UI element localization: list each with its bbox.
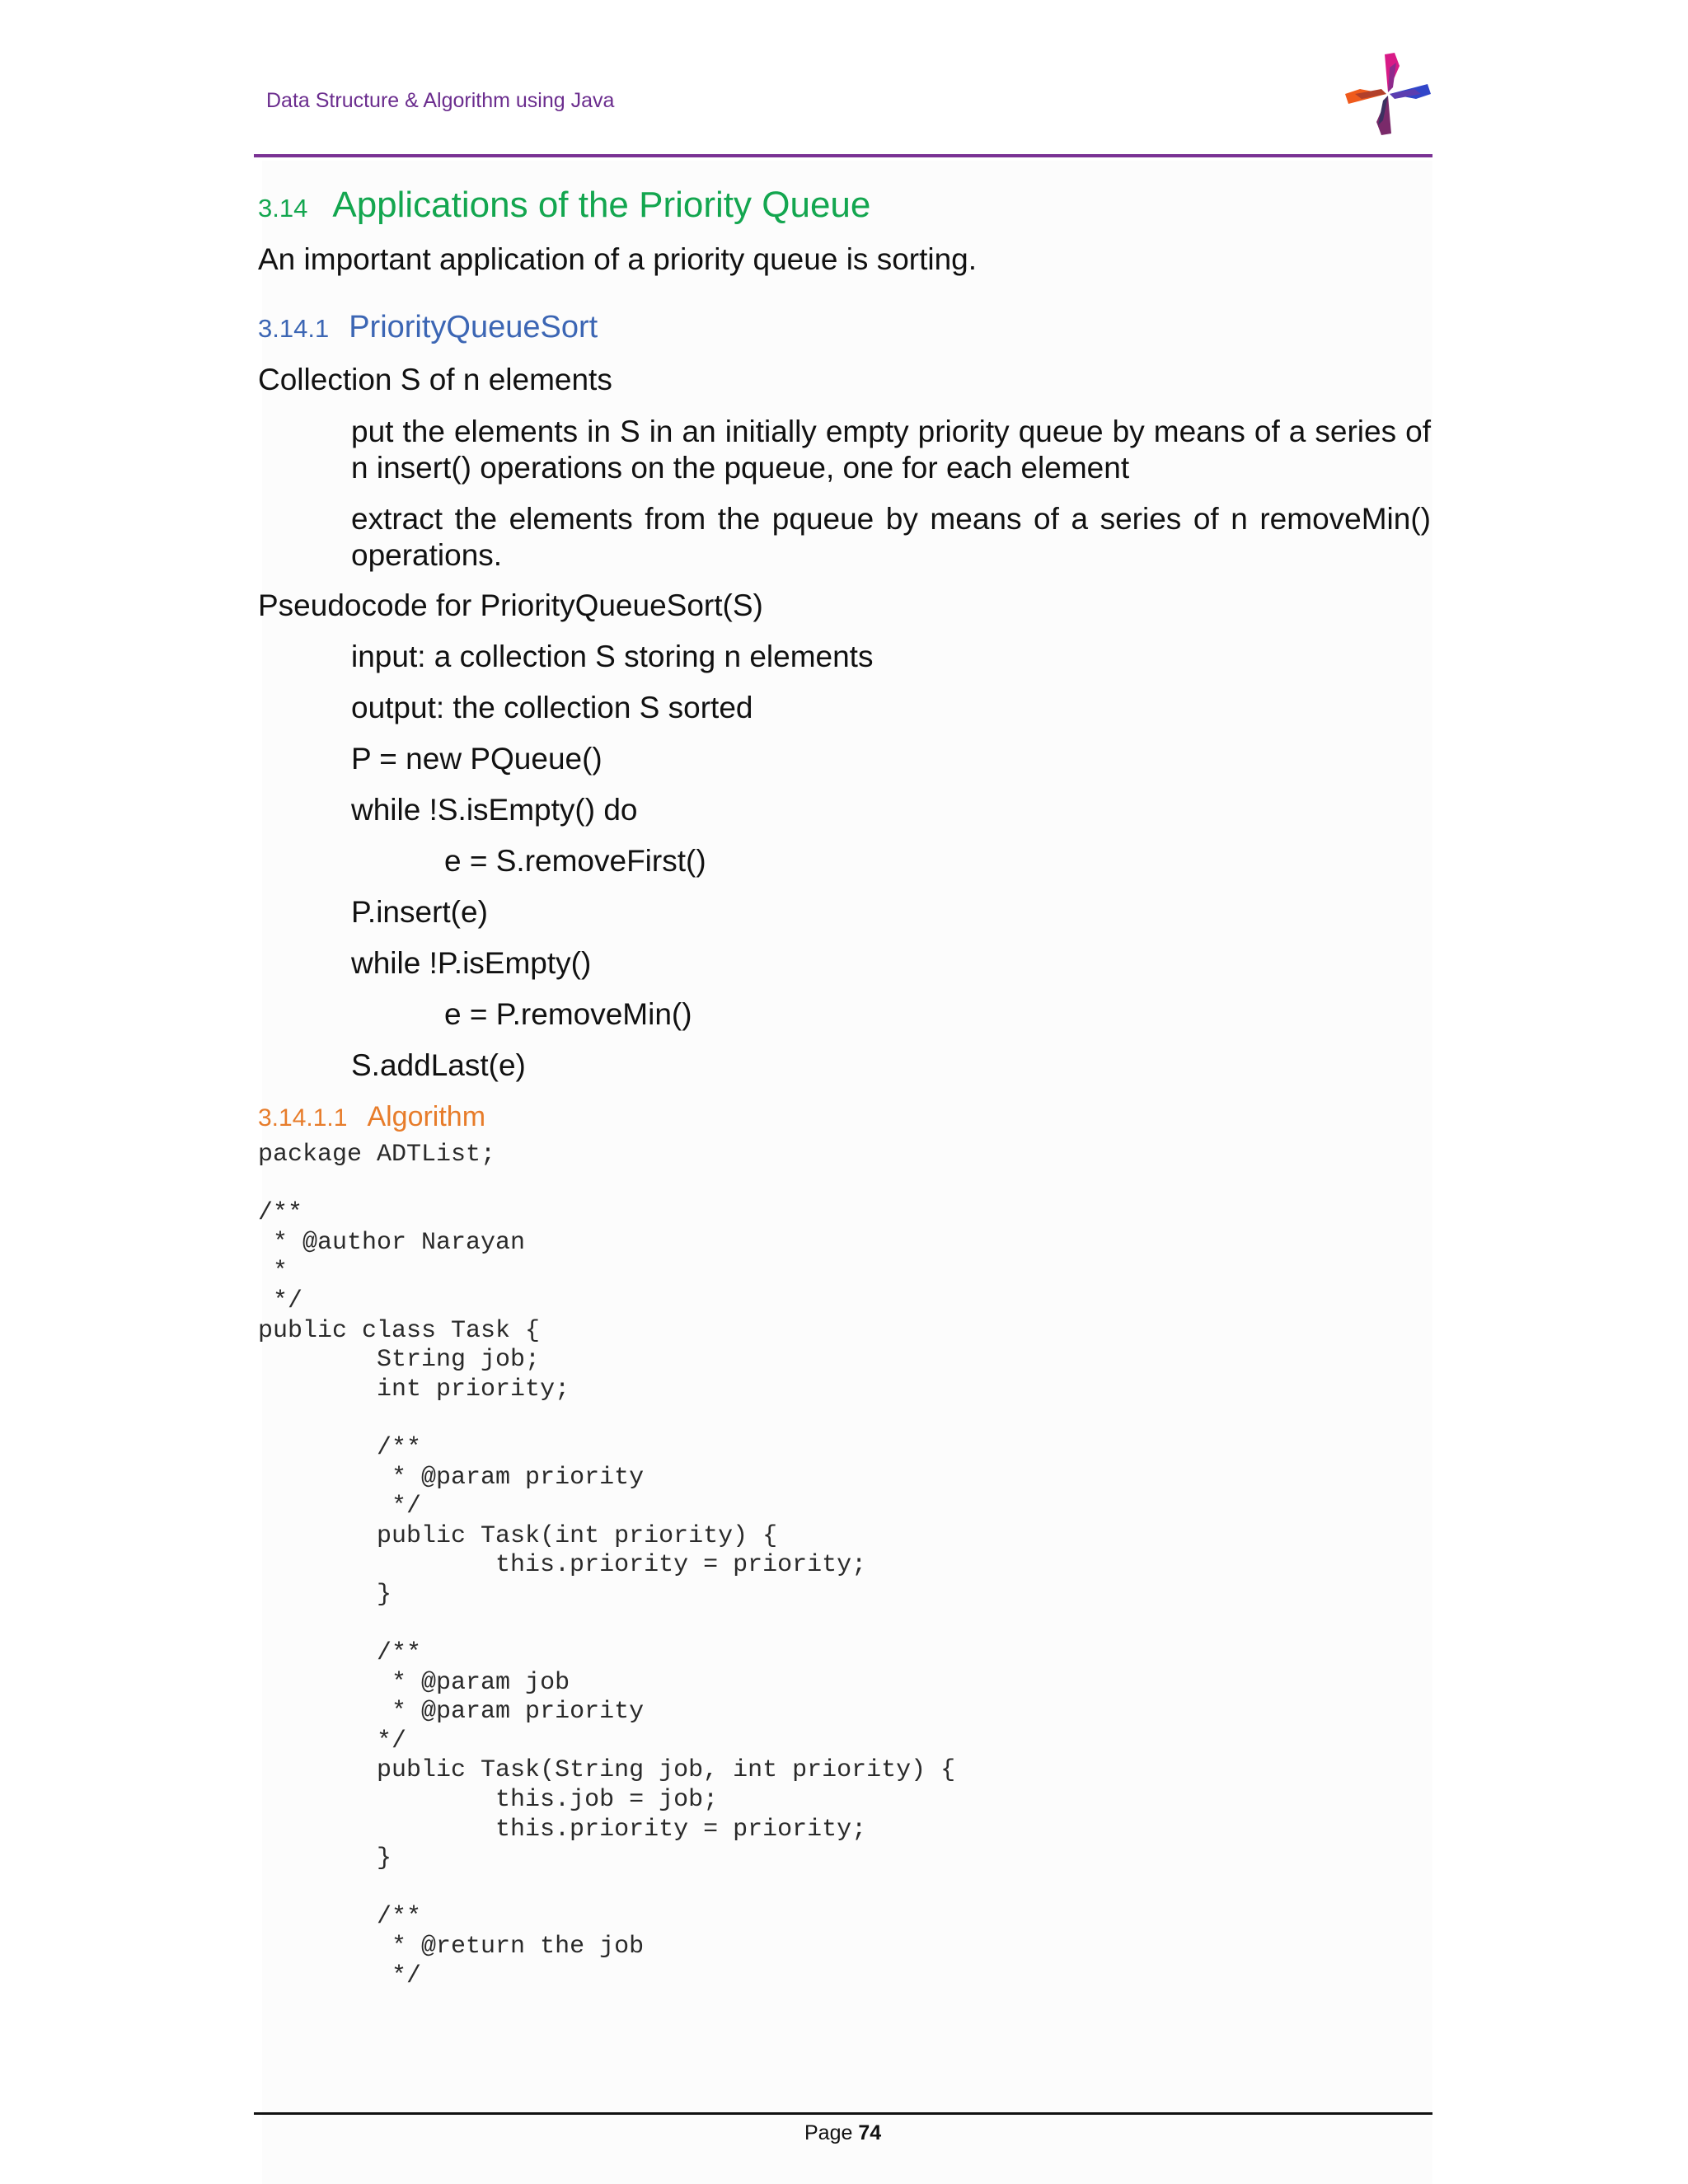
section-intro: An important application of a priority queue is sorting. xyxy=(258,242,978,276)
section-title: Applications of the Priority Queue xyxy=(332,185,871,225)
java-code-listing: package ADTList; /** * @author Narayan * */ public class Task { String job; int priority; /** * @param priority */ public Task(int priority) { this.priority = priority; } /** * @param job * @param priority */ public Task(String job, int priority) { this.job = job; this.priority = priority; } /** * @return the job */ xyxy=(258,1141,956,1990)
pseudocode-line: e = S.removeFirst() xyxy=(444,844,706,878)
section-heading xyxy=(258,185,870,226)
collection-line: Collection S of n elements xyxy=(258,363,612,396)
pseudocode-line: P.insert(e) xyxy=(351,895,488,929)
header-title: Data Structure & Algorithm using Java xyxy=(266,89,615,112)
footer-rule xyxy=(254,2112,1432,2115)
pseudocode-line: S.addLast(e) xyxy=(351,1048,526,1082)
section-number: 3.14 xyxy=(258,194,308,223)
subsection-title: PriorityQueueSort xyxy=(349,310,598,344)
page-number: 74 xyxy=(858,2121,882,2144)
pseudocode-title: Pseudocode for PriorityQueueSort(S) xyxy=(258,588,763,622)
header-rule xyxy=(254,154,1432,157)
page-footer xyxy=(804,2121,881,2145)
pseudocode-line: while !P.isEmpty() xyxy=(351,946,592,980)
subsection-number: 3.14.1 xyxy=(258,314,330,343)
pseudocode-line: P = new PQueue() xyxy=(351,742,603,776)
subsubsection-heading xyxy=(258,1101,485,1133)
publisher-logo-icon xyxy=(1342,51,1434,137)
pseudocode-line: e = P.removeMin() xyxy=(444,997,692,1031)
subsection-heading xyxy=(258,310,598,345)
pseudocode-line: input: a collection S storing n elements xyxy=(351,640,874,673)
pseudocode-line: while !S.isEmpty() do xyxy=(351,793,638,827)
page-label: Page xyxy=(804,2121,853,2144)
subsubsection-number: 3.14.1.1 xyxy=(258,1104,348,1132)
pseudocode-line: output: the collection S sorted xyxy=(351,691,753,724)
subsubsection-title: Algorithm xyxy=(367,1101,486,1132)
step-insert-paragraph: put the elements in S in an initially empty priority queue by means of a series of n insert() operations on the pqueue, one for each element xyxy=(351,415,1431,485)
step-extract-paragraph: extract the elements from the pqueue by means of a series of n removeMin() operations. xyxy=(351,502,1431,572)
